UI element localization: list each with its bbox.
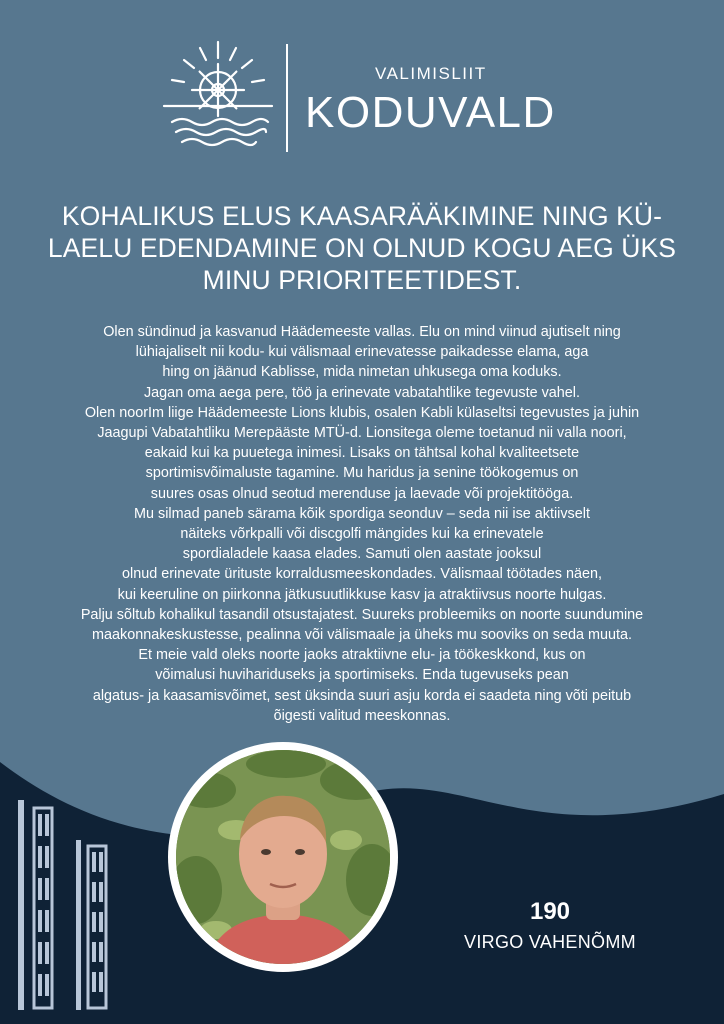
ship-wheel-icon (162, 40, 274, 152)
body-line: spordialadele kaasa elades. Samuti olen aastate jooksul (182, 546, 542, 563)
headline-line: MINU PRIORITEETIDEST. (202, 265, 522, 295)
body-line: eakaid kui ka puuetega inimesi. Lisaks on tähtsal kohal kvaliteetsete (144, 445, 580, 462)
body-line: Olen noorIm liige Häädemeeste Lions klubis, osalen Kabli külaseltsi tegevustes ja juhin (84, 404, 640, 421)
body-line: suures osas olnud seotud merenduse ja laevade või projektitööga. (150, 485, 574, 502)
logo-divider (286, 44, 288, 152)
body-line: maakonnakeskustesse, pealinna või välismaale ja üheks mu sooviks on seda muuta. (92, 627, 632, 644)
body-line: õigesti valitud meeskonnas. (273, 707, 451, 724)
filmstrip-right (74, 840, 110, 1010)
body-line: Olen sündinud ja kasvanud Häädemeeste vallas. Elu on mind viinud ajutiselt ning (103, 324, 621, 340)
candidate-portrait (176, 750, 390, 964)
body-line: Jagan oma aega pere, töö ja erinevate vabatahtlike tegevuste vahel. (143, 384, 580, 401)
body-line: hing on jäänud Kablisse, mida nimetan uhkusega oma koduks. (162, 364, 562, 381)
headline-line: LAELU EDENDAMINE ON OLNUD KOGU AEG ÜKS (47, 233, 677, 263)
brand-name: KODUVALD (305, 88, 556, 137)
body-line: Et meie vald oleks noorte jaoks atraktiivne elu- ja töökeskkond, kus on (138, 647, 586, 664)
body-line: algatus- ja kaasamisvõimet, sest üksinda suuri asju korda ei saadeta ning võti peitub (92, 687, 632, 704)
body-line: Mu silmad paneb särama kõik spordiga seonduv – seda nii ise aktiivselt (134, 505, 590, 522)
body-line: olnud erinevate ürituste korraldusmeeskondades. Välismaal töötades näen, (122, 566, 602, 583)
body-line: kui keeruline on piirkonna jätkusuutlikkuse kasv ja atraktiivsus noorte hulgas. (117, 586, 607, 603)
body-line: Jaagupi Vabatahtliku Merepääste MTÜ-d. Lionsitega oleme toetanud nii valla noori, (97, 425, 627, 442)
body-text (30, 322, 694, 726)
body-line: sportimisvõimaluste tagamine. Mu haridus ja senine töökogemus on (145, 465, 579, 482)
body-line: näiteks võrkpalli või discgolfi mängides kui ka erinevatele (180, 526, 544, 543)
body-line: võimalusi huvihariduseks ja sportimiseks. Enda tugevuseks pean (155, 667, 569, 684)
filmstrip-left (14, 800, 54, 1010)
candidate-number: 190 (529, 898, 571, 925)
headline-line: KOHALIKUS ELUS KAASARÄÄKIMINE NING KÜ- (61, 201, 663, 231)
body-line: Palju sõltub kohalikul tasandil otsustajatest. Suureks probleemiks on noorte suundumine (80, 606, 644, 623)
candidate-photo (176, 750, 390, 964)
candidate-name: VIRGO VAHENÕMM (464, 932, 636, 952)
headline (40, 200, 684, 296)
brand-subtitle: VALIMISLIIT (375, 64, 487, 83)
body-line: lühiajaliselt nii kodu- kui välismaal erinevatesse paikadesse elama, aga (135, 344, 589, 361)
